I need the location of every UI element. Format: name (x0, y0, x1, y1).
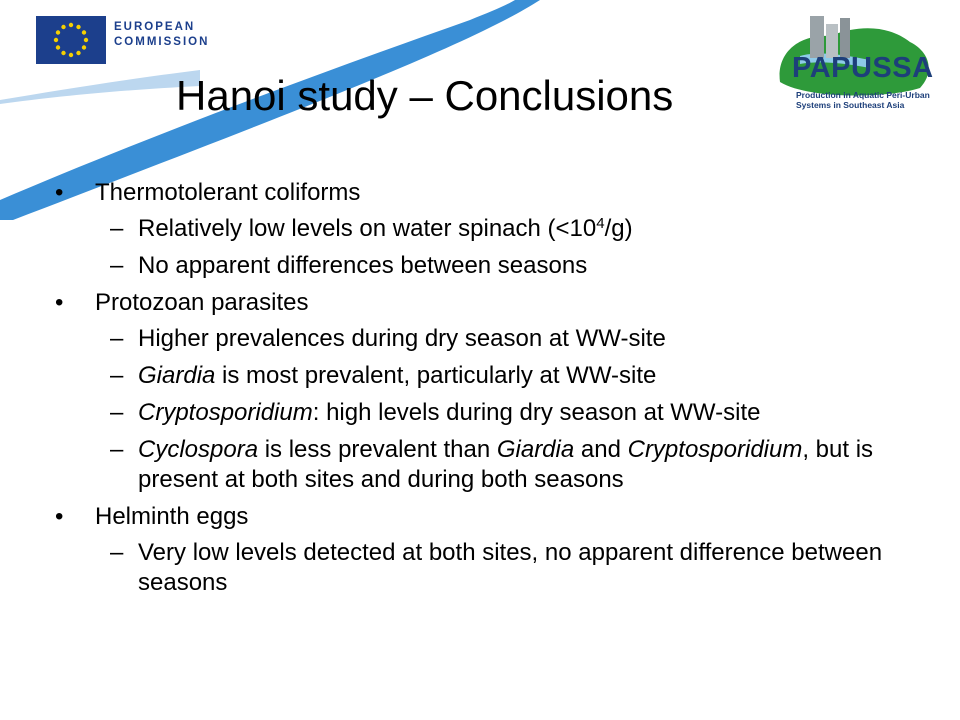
italic-term: Cyclospora (138, 436, 259, 463)
dash-marker: – (110, 539, 124, 566)
bullet-marker: • (55, 503, 64, 530)
italic-term: Cryptosporidium (627, 436, 803, 463)
dash-marker: – (110, 362, 124, 389)
ec-name (114, 20, 209, 50)
text-segment: : high levels during dry season at WW-site (312, 399, 761, 426)
italic-term: Giardia (138, 362, 216, 389)
sub-bullet (55, 398, 935, 428)
sub-bullet (55, 324, 935, 354)
bullet-protozoan (55, 288, 935, 318)
dash-marker: – (110, 215, 124, 242)
bullet-marker: • (55, 289, 64, 316)
bullet-text: Protozoan parasites (95, 289, 309, 316)
slide-title: Hanoi study – Conclusions (176, 72, 674, 119)
eu-flag-icon (36, 16, 106, 64)
papussa-tagline: Production in Aquatic Peri-Urban Systems in Southeast Asia (796, 90, 930, 110)
sub-bullet-text (138, 214, 935, 244)
bullet-text: Thermotolerant coliforms (95, 179, 361, 206)
sub-bullet (55, 251, 935, 281)
dash-marker: – (110, 252, 124, 279)
bullet-helminth (55, 502, 935, 532)
sub-bullet-text: No apparent differences between seasons (138, 252, 588, 279)
sub-bullet-text: Very low levels detected at both sites, no apparent difference between seasons (138, 539, 883, 596)
italic-term: Giardia (496, 436, 575, 463)
bullet-text: Helminth eggs (95, 503, 249, 530)
text-segment: is most prevalent, particularly at WW-site (215, 362, 657, 389)
sub-bullet (55, 214, 935, 244)
text-segment: , but is present at both sites and during both seasons (138, 436, 874, 493)
dash-marker: – (110, 325, 124, 352)
ec-line1: EUROPEAN (114, 21, 196, 33)
dash-marker: – (110, 436, 124, 463)
papussa-name: PAPUSSA (792, 52, 934, 84)
text-segment: is less prevalent than (258, 436, 497, 463)
bullet-thermotolerant (55, 178, 935, 208)
superscript: 4 (596, 215, 605, 232)
bullet-marker: • (55, 179, 64, 206)
text-segment: Relatively low levels on water spinach (<10 (138, 215, 597, 242)
sub-bullet (55, 538, 935, 598)
papussa-logo (770, 12, 950, 124)
sub-bullet-text (138, 361, 935, 391)
sub-bullet-text: Higher prevalences during dry season at WW-site (138, 325, 666, 352)
ec-line2: COMMISSION (114, 36, 210, 48)
sub-bullet-text (138, 435, 935, 495)
dash-marker: – (110, 399, 124, 426)
text-segment: /g) (604, 215, 633, 242)
ec-tagline: Community research (22, 70, 133, 82)
sub-bullet (55, 435, 935, 495)
sub-bullet (55, 361, 935, 391)
text-segment: and (574, 436, 628, 463)
sub-bullet-text (138, 398, 935, 428)
slide-body (55, 172, 935, 605)
italic-term: Cryptosporidium (138, 399, 313, 426)
